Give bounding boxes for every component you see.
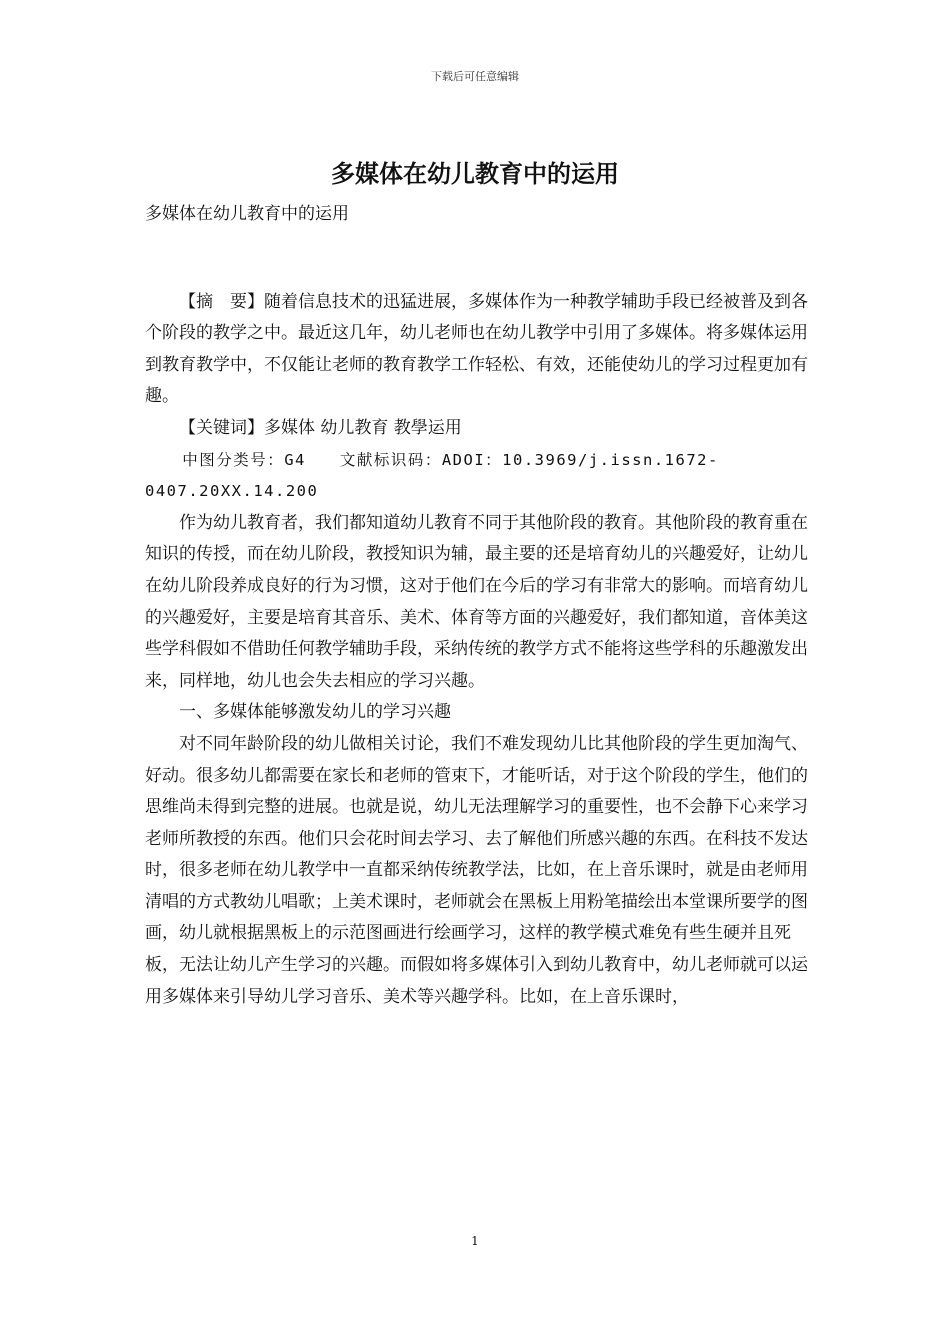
- header-note: 下载后可任意编辑: [431, 70, 519, 83]
- section-heading-1: 一、多媒体能够激发幼儿的学习兴趣: [179, 702, 451, 723]
- abstract-paragraph: 【摘 要】随着信息技术的迅猛进展，多媒体作为一种教学辅助手段已经被普及到各个阶段的教学之中。最近这几年，幼儿老师也在幼儿教学中引用了多媒体。将多媒体运用到教育教学中，不仅能让老师的教育教学工作轻松、有效，还能使幼儿的学习过程更加有趣。: [145, 291, 808, 407]
- keywords-line: 【关键词】多媒体 幼儿教育 教學运用: [179, 417, 462, 438]
- subtitle: 多媒体在幼儿教育中的运用: [145, 204, 349, 224]
- page-number: 1: [471, 1234, 479, 1248]
- classification-line: 中图分类号：G4 文献标识码：ADOI：10.3969/j.issn.1672-0407.20XX.14.200: [145, 450, 719, 501]
- document-body: [145, 199, 813, 1013]
- body-paragraph-1: 作为幼儿教育者，我们都知道幼儿教育不同于其他阶段的教育。其他阶段的教育重在知识的传授，而在幼儿阶段，教授知识为辅，最主要的还是培育幼儿的兴趣爱好，让幼儿在幼儿阶段养成良好的行为习惯，这对于他们在今后的学习有非常大的影响。而培育幼儿的兴趣爱好，主要是培育其音乐、美术、体育等方面的兴趣爱好，我们都知道，音体美这些学科假如不借助任何教学辅助手段，采纳传统的教学方式不能将这些学科的乐趣激发出来，同样地，幼儿也会失去相应的学习兴趣。: [145, 512, 808, 691]
- body-paragraph-2: 对不同年龄阶段的幼儿做相关讨论，我们不难发现幼儿比其他阶段的学生更加淘气、好动。很多幼儿都需要在家长和老师的管束下，才能听话，对于这个阶段的学生，他们的思维尚未得到完整的进展。也就是说，幼儿无法理解学习的重要性，也不会静下心来学习老师所教授的东西。他们只会花时间去学习、去了解他们所感兴趣的东西。在科技不发达时，很多老师在幼儿教学中一直都采纳传统教学法，比如，在上音乐课时，就是由老师用清唱的方式教幼儿唱歌；上美术课时，老师就会在黑板上用粉笔描绘出本堂课所要学的图画，幼儿就根据黑板上的示范图画进行绘画学习，这样的教学模式难免有些生硬并且死板，无法让幼儿产生学习的兴趣。而假如将多媒体引入到幼儿教育中，幼儿老师就可以运用多媒体来引导幼儿学习音乐、美术等兴趣学科。比如，在上音乐课时，: [145, 733, 808, 1007]
- document-title: 多媒体在幼儿教育中的运用: [331, 160, 619, 188]
